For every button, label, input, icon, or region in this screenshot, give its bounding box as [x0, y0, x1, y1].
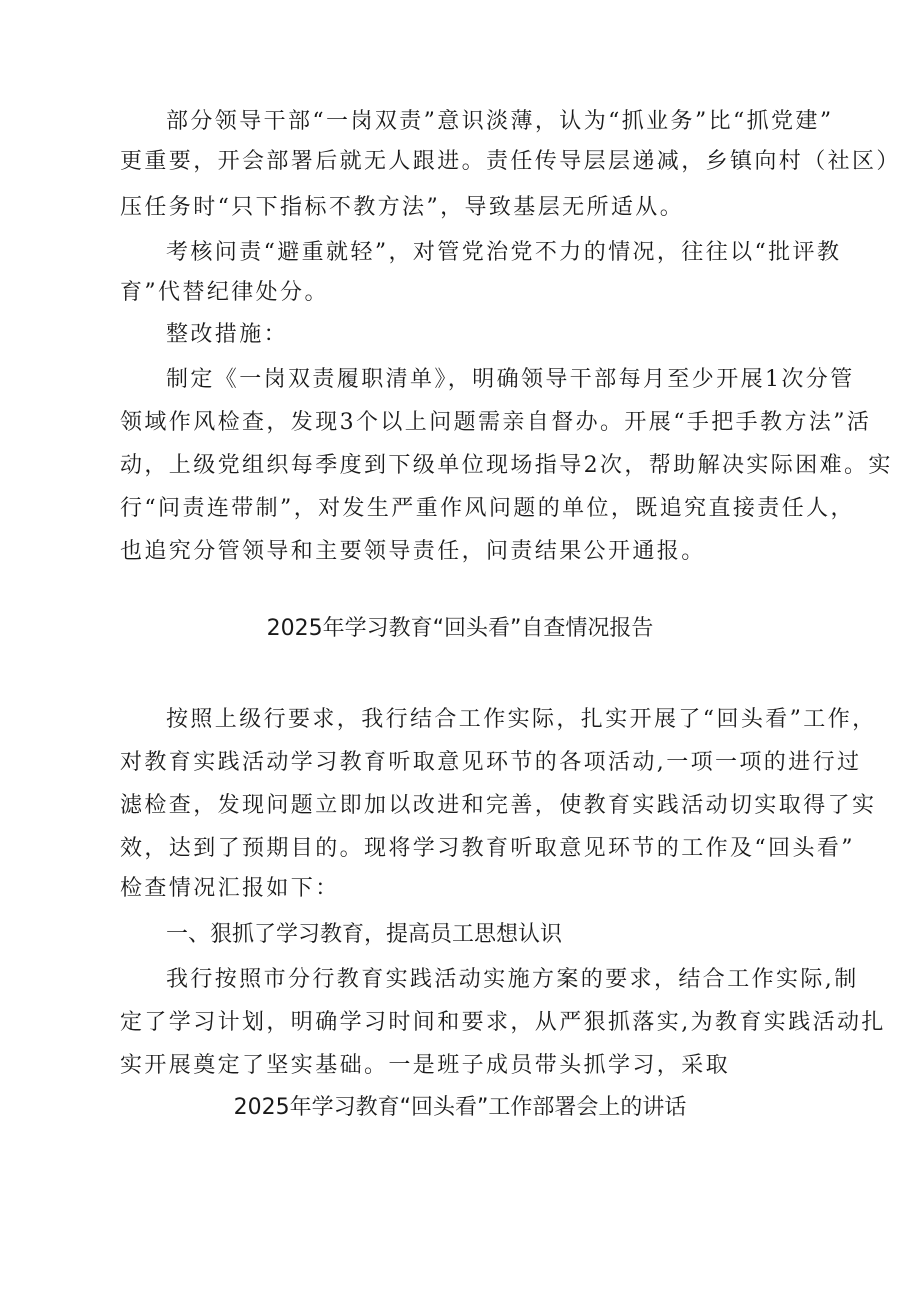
- text-line: 动，上级党组织每季度到下级单位现场指导2次，帮助解决实际困难。实: [120, 453, 893, 478]
- text-line: 按照上级行要求，我行结合工作实际，扎实开展了“回头看”工作，: [166, 707, 877, 732]
- text-line: 滤检查，发现问题立即加以改进和完善，使教育实践活动切实取得了实: [120, 793, 877, 818]
- text-line: 定了学习计划，明确学习时间和要求，从严狠抓落实,为教育实践活动扎: [120, 1010, 886, 1035]
- text-line: 行“问责连带制”，对发生严重作风问题的单位，既追究直接责任人，: [120, 496, 855, 521]
- text-line: 考核问责“避重就轻”，对管党治党不力的情况，往往以“批评教: [166, 240, 842, 265]
- text-line: 实开展奠定了坚实基础。一是班子成员带头抓学习，采取: [120, 1053, 731, 1078]
- report-title: 2025年学习教育“回头看”自查情况报告: [266, 616, 654, 641]
- text-line: 检查情况汇报如下：: [120, 876, 340, 901]
- text-line: 压任务时“只下指标不教方法”，导致基层无所适从。: [120, 195, 685, 220]
- text-line: 我行按照市分行教育实践活动实施方案的要求，结合工作实际,制: [166, 967, 859, 992]
- text-line: 制定《一岗双责履职清单》，明确领导干部每月至少开展1次分管: [166, 367, 855, 392]
- measures-label: 整改措施：: [166, 322, 289, 347]
- text-line: 部分领导干部“一岗双责”意识淡薄，认为“抓业务”比“抓党建”: [166, 109, 834, 134]
- text-line: 领域作风检查，发现3个以上问题需亲自督办。开展“手把手教方法”活: [120, 410, 872, 435]
- text-line: 对教育实践活动学习教育听取意见环节的各项活动,一项一项的进行过: [120, 750, 862, 775]
- speech-title: 2025年学习教育“回头看”工作部署会上的讲话: [233, 1095, 687, 1120]
- text-line: 育”代替纪律处分。: [120, 280, 329, 305]
- text-line: 更重要，开会部署后就无人跟进。责任传导层层递减，乡镇向村（社区）: [120, 149, 901, 174]
- text-line: 效，达到了预期目的。现将学习教育听取意见环节的工作及“回头看”: [120, 836, 855, 861]
- section-heading: 一、狠抓了学习教育，提高员工思想认识: [166, 922, 563, 947]
- text-line: 也追究分管领导和主要领导责任，问责结果公开通报。: [120, 539, 706, 564]
